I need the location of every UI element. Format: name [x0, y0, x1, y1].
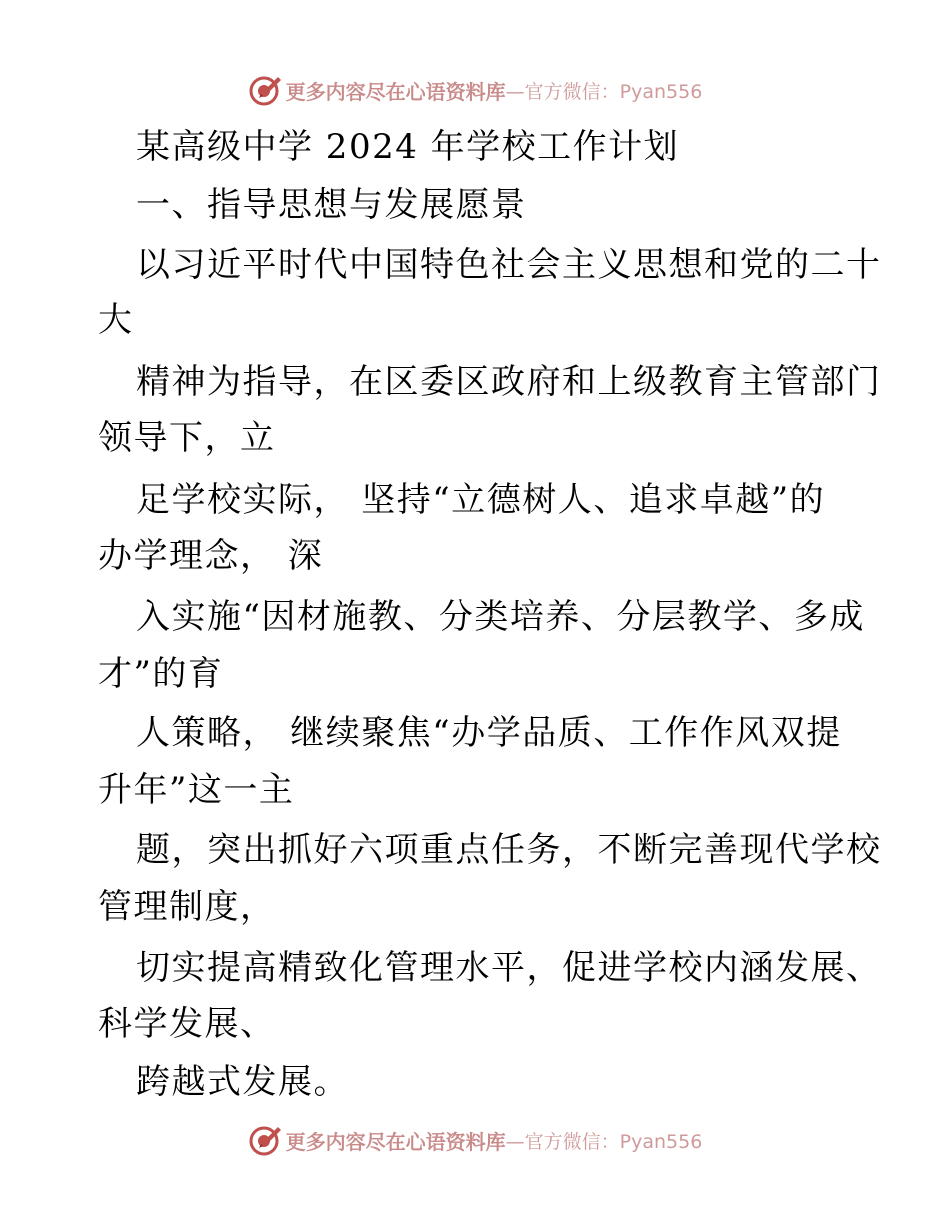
watermark-contact-text: —官方微信：Pyan556 [505, 80, 703, 103]
pen-nib-circle-icon [248, 73, 282, 107]
paragraph-line: 科学发展、 [98, 1004, 276, 1044]
paragraph-line: 以习近平时代中国特色社会主义思想和党的二十 [136, 245, 882, 285]
document-title: 某高级中学 2024 年学校工作计划 [136, 127, 680, 167]
paragraph-line: 切实提高精致化管理水平，促进学校内涵发展、 [136, 948, 882, 988]
paragraph-line: 升年”这一主 [98, 770, 295, 810]
paragraph-line: 精神为指导，在区委区政府和上级教育主管部门 [136, 362, 882, 402]
paragraph-line: 题，突出抓好六项重点任务，不断完善现代学校 [136, 830, 882, 870]
paragraph-line: 人策略， 继续聚焦“办学品质、工作作风双提 [136, 713, 842, 753]
section-heading-1: 一、指导思想与发展愿景 [136, 185, 527, 225]
watermark-brand-text: 更多内容尽在心语资料库 [285, 1129, 506, 1154]
paragraph-line: 办学理念， 深 [98, 536, 324, 576]
paragraph-line: 大 [98, 300, 134, 340]
paragraph-line: 管理制度， [98, 887, 276, 927]
header-watermark [0, 68, 950, 112]
paragraph-line: 足学校实际， 坚持“立德树人、追求卓越”的 [136, 480, 826, 520]
paragraph-line: 才”的育 [98, 654, 224, 694]
watermark-contact-text: —官方微信：Pyan556 [505, 1130, 703, 1153]
pen-nib-circle-icon [248, 1123, 282, 1157]
paragraph-line: 领导下，立 [98, 418, 276, 458]
watermark-brand-text: 更多内容尽在心语资料库 [285, 79, 506, 104]
paragraph-line: 跨越式发展。 [136, 1062, 349, 1102]
footer-watermark [0, 1118, 950, 1162]
paragraph-line: 入实施“因材施教、分类培养、分层教学、多成 [136, 597, 865, 637]
